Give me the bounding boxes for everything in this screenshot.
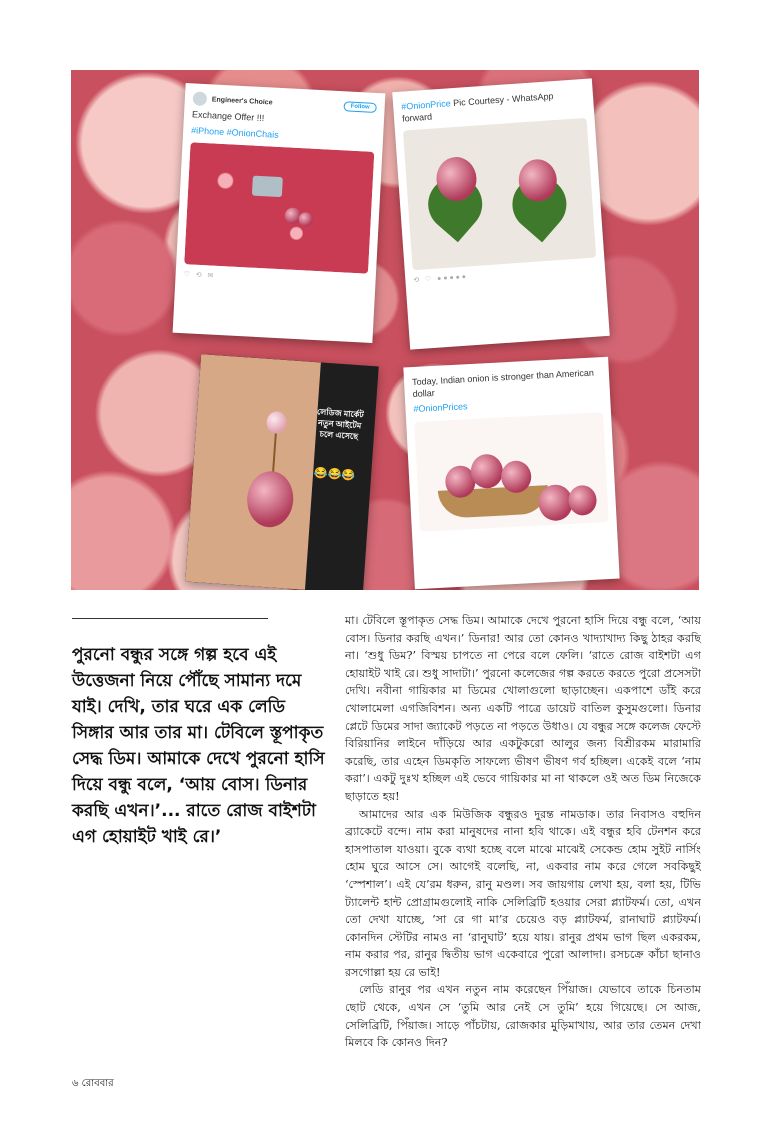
tweet-hashtags: #iPhone #OnionChais — [190, 124, 279, 140]
tweet-actions: ⟲ ♡ ● ● ● ● ● — [413, 273, 467, 285]
pullquote-rule — [72, 618, 268, 619]
onion-icon — [298, 212, 313, 227]
tweet-text: Today, Indian onion is stronger than American dollar — [411, 367, 595, 399]
onion-icon — [568, 485, 598, 516]
pullquote: পুরনো বন্ধুর সঙ্গে গল্প হবে এই উত্তেজনা নিয়ে পৌঁছে সামান্য দমে যাই। দেখি, তার ঘরে এক লেডি সিঙ্গার আর তার মা। টেবিলে স্তূপাকৃত সেদ্ধ ডিম। আমাকে দেখে পুরনো হাসি দিয়ে বন্ধু বলে, ‘আয় বোস। ডিনার করছি এখন।’... রাতে রোজ বাইশটা এগ হোয়াইট খাই রে।’ — [72, 645, 325, 847]
meme-caption: লেডিজ মার্কেট নতুন আইটেম চলে এসেছে — [316, 407, 364, 442]
onion-earring-top-icon — [266, 411, 287, 434]
article-paragraph: আমাদের আর এক মিউজিক বন্ধুরও দুরন্ত নামডাক। তার নিবাসও বহুদিন ব্র্যাকেটে বন্দে। নাম করা মানুষদের নানা হবি থাকে। এই বন্ধুর হবি টেনশন করে হাসপাতাল যাওয়া। বুকে ব্যথা হচ্ছে বলে মাঝে মাঝেই সেকেন্ড হোম সুইট নার্সিং হোম ঘুরে আসে সে। আগেই বলেছি, না, একবার নাম করে গেলে সবকিছুই ‘স্পেশাল’। এই যে’রম ধরুন, রানু মণ্ডল। সব জায়গায় লেখা হয়, বলা হয়, টিভি ট্যালেন্ট হান্ট প্রোগ্রামগুলোই নাকি সেলিব্রিটি হওয়ার সেরা প্ল্যাটফর্ম। তো, এখন তো দেখা যাচ্ছে, ‘সা রে গা মা’র চেয়েও বড় প্ল্যাটফর্ম, রানাঘাট প্ল্যাটফর্ম। কোনদিন স্টেটির নামও না ‘রানুঘাট’ হয়ে যায়। রানুর প্রথম ভাগ ছিল একরকম, নাম করার পর, রানুর দ্বিতীয় ভাগ একেবারে পুরো আলাদা। রসচক্রে কাঁচা ছানাও রসগোল্লা হয় রে ভাই! — [345, 807, 701, 979]
tweet-hashtags: #OnionPrices — [413, 401, 468, 415]
article-paragraph: মা। টেবিলে স্তূপাকৃত সেদ্ধ ডিম। আমাকে দেখে পুরনো হাসি দিয়ে বন্ধু বলে, ‘আয় বোস। ডিনার করছি এখন।’ ডিনার! আর তো কোনও খাদ্যাখাদ্য কিছু ঠাহর করছি না। ‘শুধু ডিম?’ বিস্ময় চাপতে না পেরে বলে ফেলি। ‘রাতে রোজ বাইশটা এগ হোয়াইট খাই রে। শুধু সাদাটা।’ পুরনো কলেজের গল্প করতে করতে পুরো প্রসেসটা দেখি। নবীনা গায়িকার মা ডিমের খোলাগুলো ছাড়াচ্ছেন। একপাশে ডাঁই করে খোলামেলা এগজিবিশন। অন্য একটি পাত্রে ডায়েট বাতিল কুসুমগুলো। ডিনার প্লেটে ডিমের সাদা জ্যাকেট পড়তে না পড়তে উধাও। যে বন্ধুর সঙ্গে কলেজ ফেস্টে বিরিয়ানির লাইনে দাঁড়িয়ে আর একটুকরো আলুর জন্য বিশ্রীরকম মারামারি করেছি, তার এহেন ডিমকৃতি সাফল্যে ভীষণ ভীষণ গর্ব হচ্ছিল। একেই বলে ‘নাম করা’। একটু দুঃখ হচ্ছিল এই ভেবে গায়িকার মা না থাকলে ওই অত ডিম নিজেকে ছাড়াতে হয়! — [345, 614, 701, 803]
onion-earring-icon — [245, 470, 295, 529]
article-paragraph: লেডি রানুর পর এখন নতুন নাম করেছেন পিঁয়াজ। যেভাবে তাকে চিনতাম ছোট থেকে, এখন সে ‘তুমি আর নেই সে তুমি’ হয়ে গিয়েছে। সে আজ, সেলিব্রিটি, পিঁয়াজ। সাড়ে পাঁচটায়, রোজকার মুড়িমাখায়, আর তার তেমন দেখা মিলবে কি কোনও দিন? — [345, 983, 701, 1050]
tweet-image-onion-basket — [414, 412, 608, 532]
tweet-actions: ♡ ⟲ ✉ — [183, 271, 214, 281]
page-folio: ৬ রোববার — [72, 1078, 114, 1089]
tweet-card-onion-price — [392, 78, 610, 349]
tweet-image-hands-phone-onion — [184, 143, 374, 274]
tweet-caption: Pic Courtesy - WhatsApp forward — [401, 91, 554, 124]
tweet-card-exchange-offer — [173, 83, 386, 343]
earring-meme-card — [185, 354, 378, 590]
meme-collage — [71, 70, 699, 590]
ear-photo — [185, 354, 321, 590]
tweet-image-onions-on-leaves — [403, 118, 596, 270]
tweet-hashtag: #OnionPrice — [400, 98, 452, 112]
tweet-text: Exchange Offer !!! — [191, 109, 265, 124]
avatar — [193, 91, 208, 106]
earring-chain — [272, 433, 277, 473]
follow-button: Follow — [343, 101, 376, 113]
tweet-handle: Engineer's Choice — [211, 95, 273, 107]
article-body — [345, 612, 701, 1052]
phone-icon — [252, 176, 283, 198]
emoji-icons: 😂😂😂 — [313, 467, 356, 483]
tweet-card-onion-dollar — [403, 357, 619, 589]
